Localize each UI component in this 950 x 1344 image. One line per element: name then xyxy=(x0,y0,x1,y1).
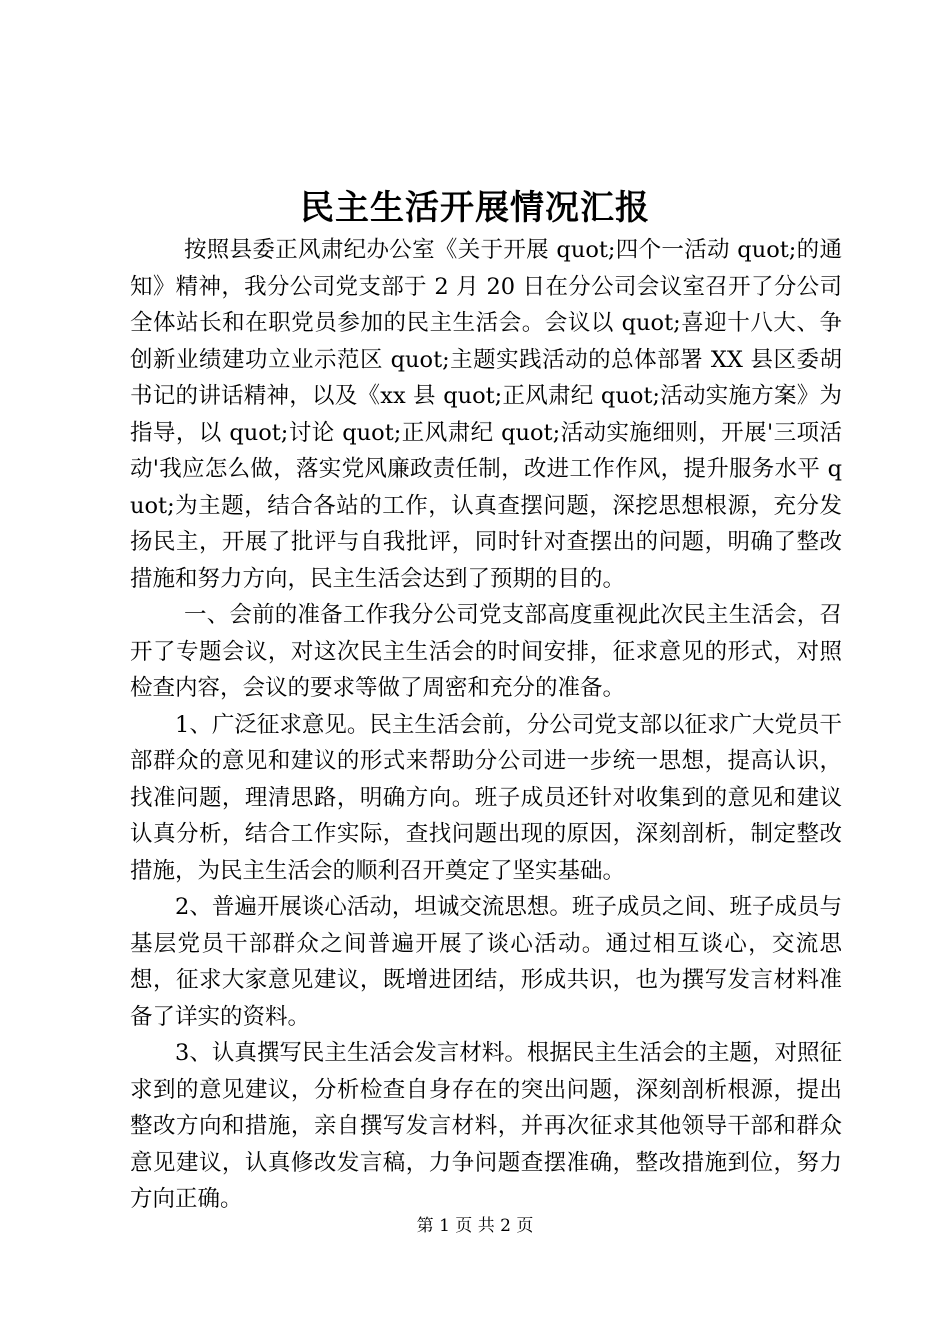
paragraph-intro: 按照县委正风肃纪办公室《关于开展 quot;四个一活动 quot;的通知》精神，我分公司党支部于 2 月 20 日在分公司会议室召开了分公司全体站长和在职党员参加的民主生活会。会议以 quot;喜迎十八大、争创新业绩建功立业示范区 quot;主题实践活动的总体部署 XX 县区委胡书记的讲话精神，以及《xx 县 quot;正风肃纪 quot;活动实施方案》为指导，以 quot;讨论 quot;正风肃纪 quot;活动实施细则，开展'三项活动'我应怎么做，落实党风廉政责任制，改进工作作风，提升服务水平 quot;为主题，结合各站的工作，认真查摆问题，深挖思想根源，充分发扬民主，开展了批评与自我批评，同时针对查摆出的问题，明确了整改措施和努力方向，民主生活会达到了预期的目的。 xyxy=(130,237,842,592)
document-title: 民主生活开展情况汇报 xyxy=(300,188,650,228)
paragraph-item-3: 3、认真撰写民主生活会发言材料。根据民主生活会的主题，对照征求到的意见建议，分析检查自身存在的突出问题，深刻剖析根源，提出整改方向和措施，亲自撰写发言材料，并再次征求其他领导干部和群众意见建议，认真修改发言稿，力争问题查摆准确，整改措施到位，努力方向正确。 xyxy=(130,1040,842,1212)
paragraph-item-2: 2、普遍开展谈心活动，坦诚交流思想。班子成员之间、班子成员与基层党员干部群众之间普遍开展了谈心活动。通过相互谈心，交流思想，征求大家意见建议，既增进团结，形成共识，也为撰写发言材料准备了详实的资料。 xyxy=(130,894,842,1030)
paragraph-section-1: 一、会前的准备工作我分公司党支部高度重视此次民主生活会，召开了专题会议，对这次民主生活会的时间安排，征求意见的形式，对照检查内容，会议的要求等做了周密和充分的准备。 xyxy=(130,602,842,701)
page-number-footer: 第 1 页 共 2 页 xyxy=(416,1216,534,1236)
paragraph-item-1: 1、广泛征求意见。民主生活会前，分公司党支部以征求广大党员干部群众的意见和建议的形式来帮助分公司进一步统一思想，提高认识，找准问题，理清思路，明确方向。班子成员还针对收集到的意见和建议认真分析，结合工作实际，查找问题出现的原因，深刻剖析，制定整改措施，为民主生活会的顺利召开奠定了坚实基础。 xyxy=(130,711,842,884)
document-body xyxy=(130,232,842,1218)
